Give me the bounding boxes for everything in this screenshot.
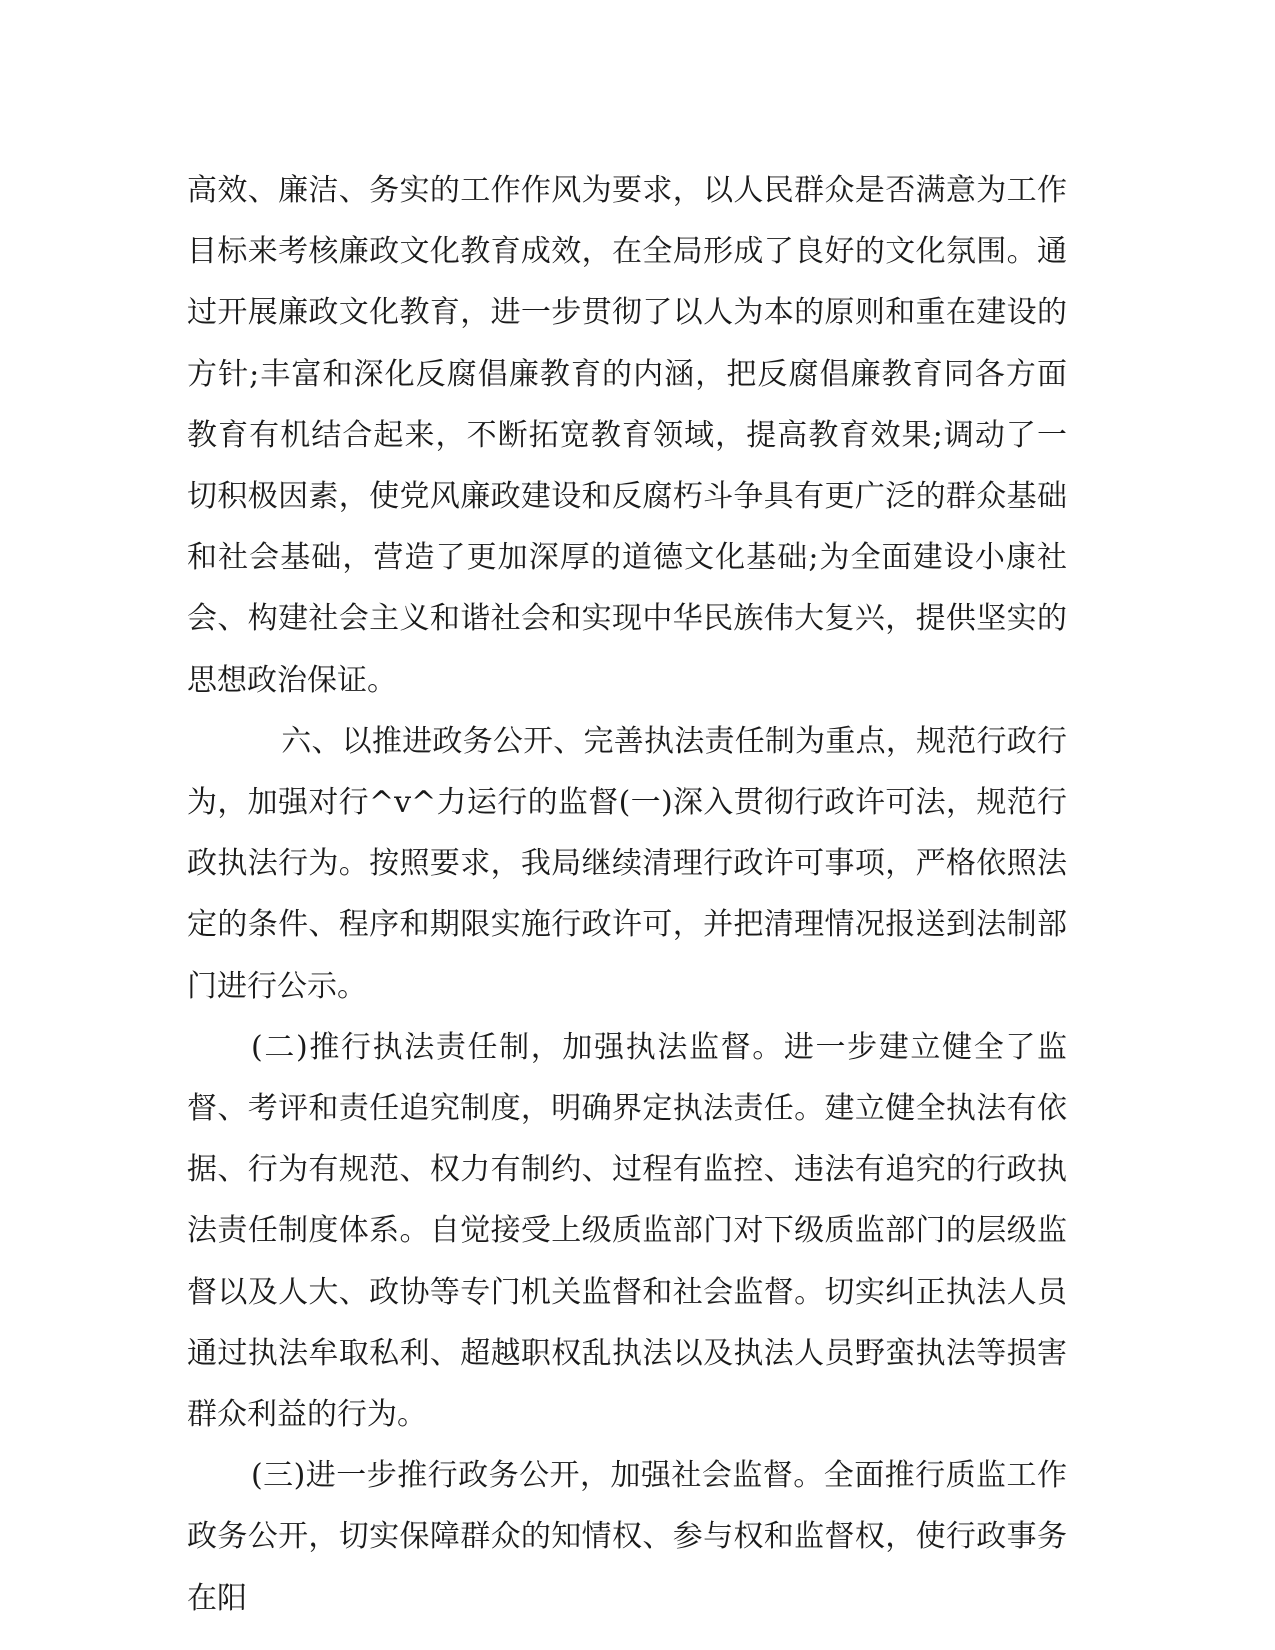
paragraph-government-affairs-openness: (三)进一步推行政务公开，加强社会监督。全面推行质监工作政务公开，切实保障群众的知情权、参与权和监督权，使行政事务在阳: [187, 1458, 1067, 1616]
document-body: [187, 160, 1067, 1629]
paragraph-section-six: 六、以推进政务公开、完善执法责任制为重点，规范行政行为，加强对行^v^力运行的监督(一)深入贯彻行政许可法，规范行政执法行为。按照要求，我局继续清理行政许可事项，严格依照法定的条件、程序和期限实施行政许可，并把清理情况报送到法制部门进行公示。: [187, 723, 1067, 1004]
paragraph-culture-education: 高效、廉洁、务实的工作作风为要求，以人民群众是否满意为工作目标来考核廉政文化教育成效，在全局形成了良好的文化氛围。通过开展廉政文化教育，进一步贯彻了以人为本的原则和重在建设的方针;丰富和深化反腐倡廉教育的内涵，把反腐倡廉教育同各方面教育有机结合起来，不断拓宽教育领域，提高教育效果;调动了一切积极因素，使党风廉政建设和反腐朽斗争具有更广泛的群众基础和社会基础，营造了更加深厚的道德文化基础;为全面建设小康社会、构建社会主义和谐社会和实现中华民族伟大复兴，提供坚实的思想政治保证。: [187, 173, 1067, 698]
paragraph-law-enforcement-responsibility: (二)推行执法责任制，加强执法监督。进一步建立健全了监督、考评和责任追究制度，明确界定执法责任。建立健全执法有依据、行为有规范、权力有制约、过程有监控、违法有追究的行政执法责任制度体系。自觉接受上级质监部门对下级质监部门的层级监督以及人大、政协等专门机关监督和社会监督。切实纠正执法人员通过执法牟取私利、超越职权乱执法以及执法人员野蛮执法等损害群众利益的行为。: [187, 1029, 1067, 1433]
